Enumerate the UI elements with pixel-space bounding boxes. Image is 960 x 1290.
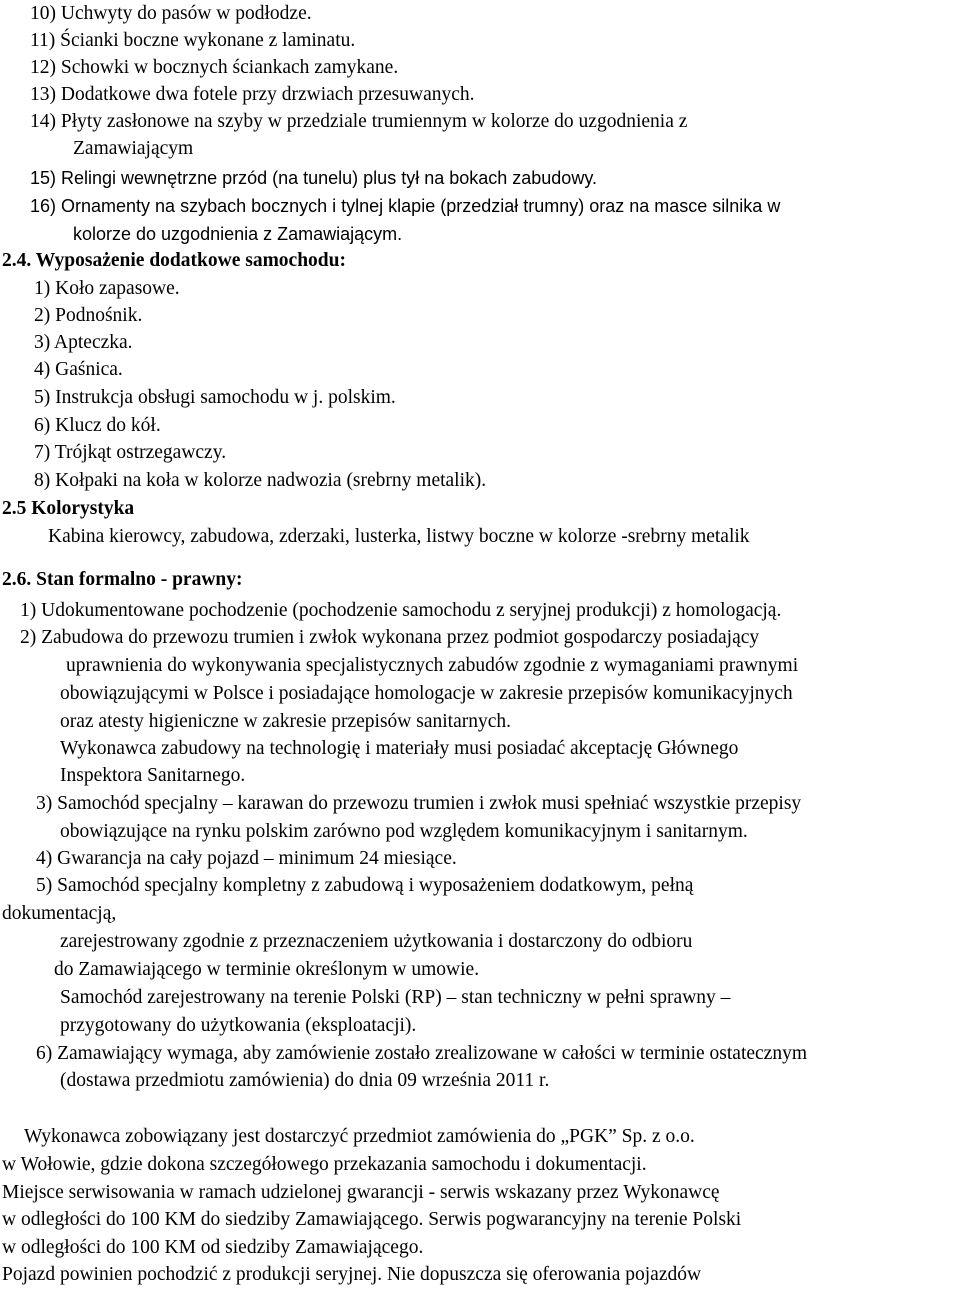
equipment-item: 3) Apteczka. [34, 332, 133, 353]
formal-item-3-line: obowiązujące na rynku polskim zarówno pod względem komunikacyjnym i sanitarnym. [60, 821, 748, 842]
equipment-item: 4) Gaśnica. [34, 359, 123, 380]
formal-item-5-line: Samochód zarejestrowany na terenie Polski (RP) – stan techniczny w pełni sprawny – [60, 987, 731, 1008]
formal-item-5-line: przygotowany do użytkowania (eksploatacji). [60, 1015, 417, 1036]
equipment-item: 5) Instrukcja obsługi samochodu w j. polskim. [34, 387, 396, 408]
formal-item-6: 6) Zamawiający wymaga, aby zamówienie zostało zrealizowane w całości w terminie ostatecznym [36, 1043, 808, 1064]
equipment-item: 1) Koło zapasowe. [34, 278, 180, 299]
section-2-5-heading: 2.5 Kolorystyka [2, 498, 135, 519]
formal-item-2-line: oraz atesty higieniczne w zakresie przepisów sanitarnych. [60, 711, 512, 732]
formal-item-2-line: uprawnienia do wykonywania specjalistycznych zabudów zgodnie z wymaganiami prawnymi [66, 655, 799, 676]
equipment-item: 6) Klucz do kół. [34, 415, 161, 436]
formal-item-6-line: (dostawa przedmiotu zamówienia) do dnia 09 września 2011 r. [60, 1070, 550, 1091]
list-item-14-continuation: Zamawiającym [73, 138, 194, 159]
list-item-11: 11) Ścianki boczne wykonane z laminatu. [30, 30, 356, 51]
formal-item-2: 2) Zabudowa do przewozu trumien i zwłok wykonana przez podmiot gospodarczy posiadający [20, 627, 760, 648]
list-item-15: 15) Relingi wewnętrzne przód (na tunelu) plus tył na bokach zabudowy. [30, 168, 597, 188]
closing-paragraph-line: w odległości do 100 KM do siedziby Zamawiającego. Serwis pogwarancyjny na terenie Polski [2, 1209, 742, 1230]
formal-item-3: 3) Samochód specjalny – karawan do przewozu trumien i zwłok musi spełniać wszystkie przepisy [36, 793, 802, 814]
formal-item-1: 1) Udokumentowane pochodzenie (pochodzenie samochodu z seryjnej produkcji) z homologacją. [20, 600, 782, 621]
closing-paragraph-line: Miejsce serwisowania w ramach udzielonej gwarancji - serwis wskazany przez Wykonawcę [2, 1182, 720, 1203]
color-description: Kabina kierowcy, zabudowa, zderzaki, lusterka, listwy boczne w kolorze -srebrny metalik [48, 526, 750, 547]
section-2-6-heading: 2.6. Stan formalno - prawny: [2, 569, 243, 590]
list-item-16-continuation: kolorze do uzgodnienia z Zamawiającym. [73, 224, 403, 244]
closing-paragraph-line: Pojazd powinien pochodzić z produkcji seryjnej. Nie dopuszcza się oferowania pojazdów [2, 1264, 702, 1285]
list-item-10: 10) Uchwyty do pasów w podłodze. [30, 3, 312, 24]
formal-item-2-line: Inspektora Sanitarnego. [60, 765, 246, 786]
list-item-12: 12) Schowki w bocznych ściankach zamykane. [30, 57, 399, 78]
formal-item-5-line: zarejestrowany zgodnie z przeznaczeniem użytkowania i dostarczony do odbioru [60, 931, 693, 952]
list-item-13: 13) Dodatkowe dwa fotele przy drzwiach przesuwanych. [30, 84, 475, 105]
closing-paragraph-line: Wykonawca zobowiązany jest dostarczyć przedmiot zamówienia do „PGK” Sp. z o.o. [24, 1126, 695, 1147]
closing-paragraph-line: w odległości do 100 KM od siedziby Zamawiającego. [2, 1237, 424, 1258]
equipment-item: 7) Trójkąt ostrzegawczy. [34, 442, 227, 463]
section-2-4-heading: 2.4. Wyposażenie dodatkowe samochodu: [2, 250, 346, 271]
list-item-14: 14) Płyty zasłonowe na szyby w przedziale trumiennym w kolorze do uzgodnienia z [30, 111, 688, 132]
list-item-16: 16) Ornamenty na szybach bocznych i tylnej klapie (przedział trumny) oraz na masce silnika w [30, 196, 781, 216]
formal-item-5-line: do Zamawiającego w terminie określonym w umowie. [54, 959, 480, 980]
closing-paragraph-line: w Wołowie, gdzie dokona szczegółowego przekazania samochodu i dokumentacji. [2, 1154, 647, 1175]
formal-item-2-line: obowiązującymi w Polsce i posiadające homologacje w zakresie przepisów komunikacyjnych [60, 683, 793, 704]
formal-item-5-line: dokumentacją, [2, 903, 117, 924]
equipment-item: 2) Podnośnik. [34, 305, 143, 326]
equipment-item: 8) Kołpaki na koła w kolorze nadwozia (srebrny metalik). [34, 470, 487, 491]
formal-item-2-line: Wykonawca zabudowy na technologię i materiały musi posiadać akceptację Głównego [60, 738, 739, 759]
formal-item-4: 4) Gwarancja na cały pojazd – minimum 24 miesiące. [36, 848, 457, 869]
formal-item-5: 5) Samochód specjalny kompletny z zabudową i wyposażeniem dodatkowym, pełną [36, 875, 694, 896]
